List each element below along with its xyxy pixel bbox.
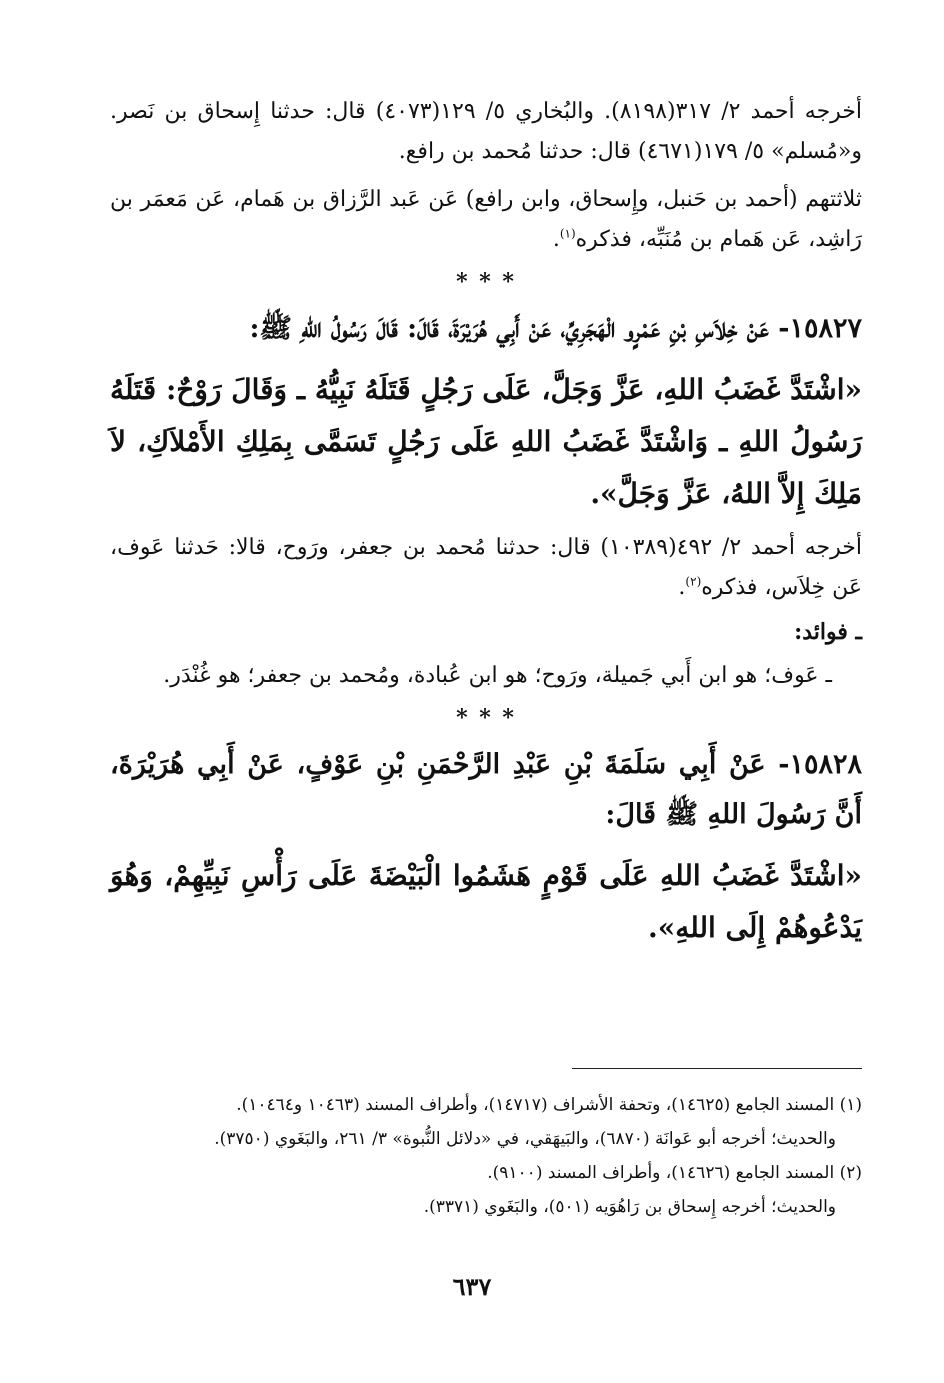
footnote-divider — [572, 1068, 862, 1069]
section-separator-2: * * * — [456, 705, 516, 731]
benefits-title: ـ فوائد: — [794, 619, 862, 645]
takhrij-2-text: أخرجه أحمد ٢/ ٤٩٢(١٠٣٨٩) قال: حدثنا مُحمد بن جعفر، ورَوح، قالا: حَدثنا عَوف، عَن خِلاَس، فذكره — [110, 535, 862, 600]
section-separator-1: * * * — [456, 269, 516, 295]
benefit-item: ـ عَوف؛ هو ابن أَبي جَميلة، ورَوح؛ هو ابن عُبادة، ومُحمد بن جعفر؛ هو غُنْدَر. — [163, 663, 832, 688]
hadith-15827-heading: ١٥٨٢٧- عَنْ خِلاَسِ بْنِ عَمْرٍو الْهَجَرِيِّ، عَنْ أَبِي هُرَيْرَةَ، قَالَ: قَالَ رَسُولُ اللهِ ﷺ: — [249, 313, 862, 344]
footnote-2-sources: (٢) المسند الجامع (١٤٦٢٦)، وأطراف المسند (٩١٠٠). — [487, 1163, 862, 1183]
page-number: ٦٣٧ — [452, 1272, 492, 1301]
footnote-ref-1: (١) — [559, 226, 576, 241]
page-body — [110, 92, 862, 954]
footnote-1-hadith: والحديث؛ أخرجه أبو عَوانَة (٦٨٧٠)، والبَيهَقي، في «دلائل النُّبوة» ٣/ ٢٦١، والبَغَوي (٣٧٥٠). — [214, 1129, 836, 1149]
chain-text: ثلاثتهم (أحمد بن حَنبل، وإِسحاق، وابن رافع) عَن عَبد الرَّزاق بن هَمام، عَن مَعمَر بن رَاشِد، عَن هَمام بن مُنَبِّه، فذكره — [110, 187, 862, 252]
hadith-15828-heading: ١٥٨٢٨- عَنْ أَبِي سَلَمَةَ بْنِ عَبْدِ الرَّحْمَنِ بْنِ عَوْفٍ، عَنْ أَبِي هُرَيْرَةَ، أَنَّ رَسُولَ اللهِ ﷺ قَالَ: — [110, 749, 862, 830]
footnote-ref-2: (٢) — [685, 574, 702, 589]
footnote-1-sources: (١) المسند الجامع (١٤٦٢٥)، وتحفة الأشراف (١٤٧١٧)، وأطراف المسند (١٠٤٦٣ و١٠٤٦٤). — [236, 1095, 862, 1115]
chain-paragraph: ثلاثتهم (أحمد بن حَنبل، وإِسحاق، وابن رافع) عَن عَبد الرَّزاق بن هَمام، عَن مَعمَر بن رَاشِد، عَن هَمام بن مُنَبِّه، فذكره$^{(١)}$. — [110, 187, 862, 252]
hadith-15827-text: «اشْتَدَّ غَضَبُ اللهِ، عَزَّ وَجَلَّ، عَلَى رَجُلٍ قَتَلَهُ نَبِيُّهُ ـ وَقَالَ رَوْحٌ: قَتَلَهُ رَسُولُ اللهِ ـ وَاشْتَدَّ غَضَبُ اللهِ عَلَى رَجُلٍ تَسَمَّى بِمَلِكِ الأَمْلاَكِ، لاَ مَلِكَ إِلاَّ اللهُ، عَزَّ وَجَلَّ». — [110, 373, 862, 510]
takhrij-paragraph-1: أخرجه أحمد ٢/ ٣١٧(٨١٩٨). والبُخاري ٥/ ١٢٩(٤٠٧٣) قال: حدثنا إِسحاق بن نَصر. و«مُسلم» ٥/ ١٧٩(٤٦٧١) قال: حدثنا مُحمد بن رافع. — [110, 99, 863, 164]
footnote-2-hadith: والحديث؛ أخرجه إِسحاق بن رَاهُوَيه (٥٠١)، والبَغَوي (٣٣٧١). — [423, 1197, 836, 1217]
takhrij-paragraph-2: أخرجه أحمد ٢/ ٤٩٢(١٠٣٨٩) قال: حدثنا مُحمد بن جعفر، ورَوح، قالا: حَدثنا عَوف، عَن خِلاَس، فذكره$^{(٢)}$. — [110, 535, 862, 600]
hadith-15828-text: «اشْتَدَّ غَضَبُ اللهِ عَلَى قَوْمٍ هَشَمُوا الْبَيْضَةَ عَلَى رَأْسِ نَبِيِّهِمْ، وَهُوَ يَدْعُوهُمْ إِلَى اللهِ». — [110, 859, 862, 944]
footnotes — [110, 1088, 862, 1224]
